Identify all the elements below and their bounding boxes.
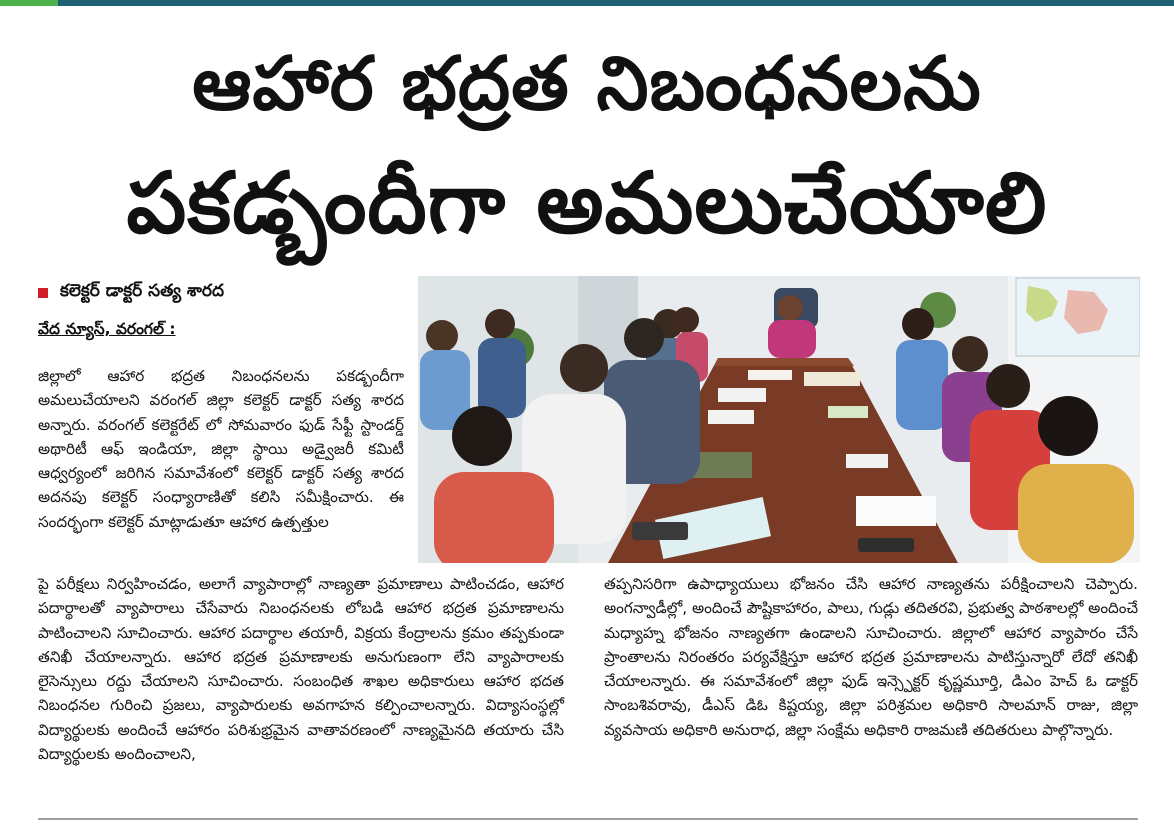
body-column-1-bottom: పై పరీక్షలు నిర్వహించడం, అలాగే వ్యాపారాల్లో నాణ్యతా ప్రమాణాలు పాటించడం, ఆహార పదార్థాలతో వ్యాపారాలు చేసేవారు నిబంధనలకు లోబడి ఆహార భద్రత ప్రమాణాలను పాటించాలని సూచించారు. ఆహార పదార్థాల తయారీ, విక్రయ కేంద్రాలను క్రమం తప్పకుండా తనిఖీ చేయాలన్నారు. ఆహార భద్రత ప్రమాణాలకు అనుగుణంగా లేని వ్యాపారాలకు లైసెన్సులు రద్దు చేయాలని సూచించారు. సంబంధిత శాఖల అధికారులు ఆహార భదత నిబంధనల గురించి ప్రజలు, వ్యాపారులకు అవగాహన కల్పించాలన్నారు. విద్యాసంస్థల్లో విద్యార్థులకు అందించే ఆహారం పరిశుభ్రమైన వాతావరణంలో నాణ్యమైనది తయారు చేసి విద్యార్థులకు అందించాలని, xyxy=(38,575,564,764)
top-rule xyxy=(0,0,1174,6)
byline xyxy=(38,281,224,305)
bottom-rule xyxy=(38,818,1138,820)
headline-line-1: ఆహార భద్రత నిబంధనలను xyxy=(192,41,982,127)
body-column-1-top: జిల్లాలో ఆహార భద్రత నిబంధనలను పకడ్బందీగా అమలుచేయాలని వరంగల్ జిల్లా కలెక్టర్ డాక్టర్ సత్య శారద అన్నారు. వరంగల్ కలెక్టరేట్ లో సోమవారం ఫుడ్ సేఫ్టీ స్టాండర్డ్ అథారిటీ ఆఫ్ ఇండియా, జిల్లా స్థాయి అడ్వైజరీ కమిటీ ఆధ్వర్యంలో జరిగిన సమావేశంలో కలెక్టర్ డాక్టర్ సత్య శారద అదనపు కలెక్టర్ సంధ్యారాణితో కలిసి సమీక్షించారు. ఈ సందర్భంగా కలెక్టర్ మాట్లాడుతూ ఆహార ఉత్పత్తుల xyxy=(38,367,404,531)
dateline: వేద న్యూస్, వరంగల్ : xyxy=(38,320,176,338)
meeting-photo xyxy=(418,276,1140,563)
red-square-bullet-icon xyxy=(38,288,48,298)
byline-text: కలెక్టర్ డాక్టర్ సత్య శారద xyxy=(60,281,224,301)
headline-line-2: పకడ్బందీగా అమలుచేయాలి xyxy=(126,154,1048,252)
top-rule-accent xyxy=(0,0,58,6)
body-column-2: తప్పనిసరిగా ఉపాధ్యాయులు భోజనం చేసి ఆహార నాణ్యతను పరీక్షించాలని చెప్పారు. అంగన్వాడీల్లో, అందించే పౌష్టికాహారం, పాలు, గుడ్లు తదితరవి, ప్రభుత్వ పాఠశాలల్లో అందించే మధ్యాహ్న భోజనం నాణ్యతగా ఉండాలని సూచించారు. జిల్లాలో ఆహార వ్యాపారం చేసే ప్రాంతాలను నిరంతరం పర్యవేక్షిస్తూ ఆహార భద్రత ప్రమాణాలను పాటిస్తున్నారో లేదో తనిఖీ చేయాలన్నారు. ఈ సమావేశంలో జిల్లా ఫుడ్ ఇన్స్పెక్టర్ కృష్ణమూర్తి, డిఎం హెచ్ ఓ డాక్టర్ సాంబశివరావు, డీఎస్ డిఓ కిష్టయ్య, జిల్లా పరిశ్రమల అధికారి సాలమాన్ రాజు, జిల్లా వ్యవసాయ అధికారి అనురాధ, జిల్లా సంక్షేమ అధికారి రాజమణి తదితరులు పాల్గొన్నారు. xyxy=(604,575,1138,739)
meeting-photo-icon xyxy=(418,276,1140,563)
